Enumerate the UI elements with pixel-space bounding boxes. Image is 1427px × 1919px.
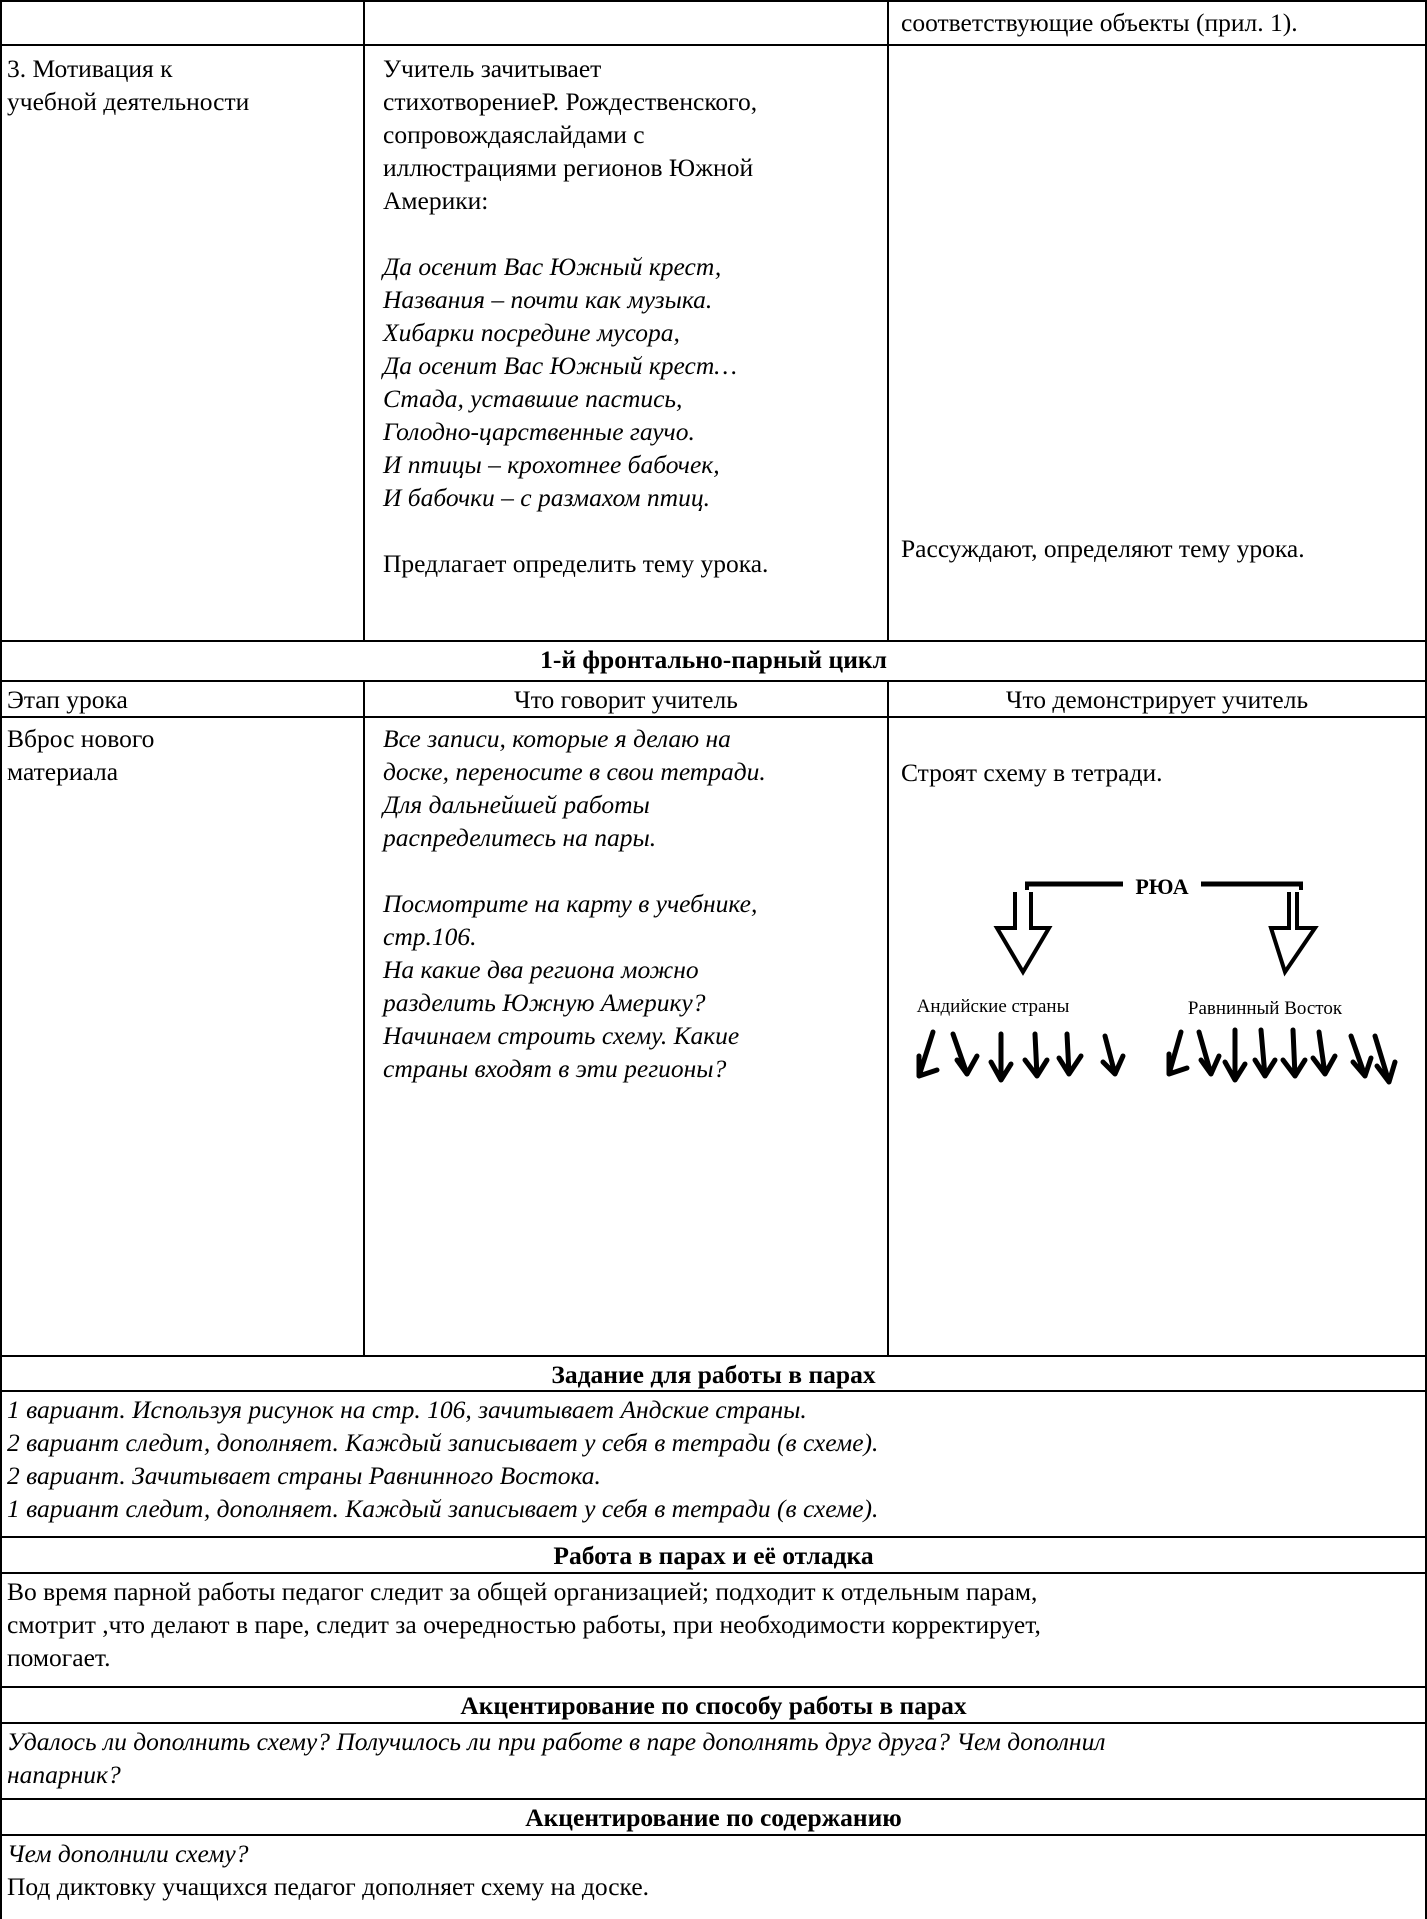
rule [0,1536,1427,1538]
teacher-line: Посмотрите на карту в учебнике, [383,889,758,918]
section-title: Акцентирование по содержанию [525,1803,902,1832]
header-stage [7,683,128,716]
material-teacher-cell [383,722,766,1085]
poem-line: Стада, уставшие пастись, [383,384,683,413]
teacher-line: распределитесь на пары. [383,823,657,852]
scheme-right-arrows [1169,1030,1395,1082]
section-title: Задание для работы в парах [551,1360,876,1389]
accent-content-body [7,1837,649,1903]
rule [0,1355,1427,1357]
poem-line: Хибарки посредине мусора, [383,318,680,347]
rule [0,640,1427,642]
continuation-text: соответствующие объекты (прил. 1). [901,8,1298,37]
section-title: Акцентирование по способу работы в парах [460,1691,967,1720]
rule [0,0,2,1919]
task-line: 2 вариант. Зачитывает страны Равнинного Востока. [7,1461,601,1490]
teacher-line: стр.106. [383,922,477,951]
body-line: Во время парной работы педагог следит за общей организацией; подходит к отдельным парам, [7,1577,1038,1606]
pairs-debug-body [7,1575,1041,1674]
small-arrow-icon [1199,1032,1219,1074]
teacher-line: страны входят в эти регионы? [383,1054,727,1083]
cycle-title [0,643,1427,676]
rule [0,1834,1427,1836]
teacher-line: Америки: [383,186,489,215]
scheme-right-label: Равнинный Восток [1187,998,1343,1019]
accent-content-title [0,1801,1427,1834]
poem-line: Названия – почти как музыка. [383,285,713,314]
scheme-left-label: Андийские страны [916,996,1070,1017]
body-line: Под диктовку учащихся педагог дополняет схему на доске. [7,1872,650,1901]
pairs-task-title [0,1358,1427,1391]
motivation-students-cell [901,532,1305,565]
scheme-root-label: РЮА [1135,874,1189,899]
teacher-line: иллюстрациями регионов Южной [383,153,754,182]
small-arrow-icon [991,1034,1011,1080]
poem-line: Да осенит Вас Южный крест… [383,351,737,380]
small-arrow-icon [1025,1034,1047,1076]
task-line: 1 вариант следит, дополняет. Каждый записывает у себя в тетради (в схеме). [7,1494,879,1523]
stage-line: Вброс нового [7,724,155,753]
column-header: Что говорит учитель [514,685,738,714]
small-arrow-icon [1225,1030,1245,1080]
header-teacher-shows [889,683,1425,716]
motivation-stage-cell [7,52,249,118]
rule [887,680,889,1355]
small-arrow-icon [1313,1032,1335,1074]
small-arrow-icon [1283,1030,1305,1076]
rule [0,1686,1427,1688]
rule [363,0,365,640]
column-header: Этап урока [7,685,128,714]
small-arrow-icon [1169,1032,1187,1074]
pairs-debug-title [0,1539,1427,1572]
rule [0,1798,1427,1800]
material-demo-cell [901,756,1162,789]
teacher-line: разделить Южную Америку? [383,988,706,1017]
scheme-right-arrow [1271,882,1315,972]
stage-line: 3. Мотивация к [7,54,173,83]
body-line: Чем дополнили схему? [7,1839,249,1868]
column-header: Что демонстрирует учитель [1005,685,1309,714]
poem-line: И птицы – крохотнее бабочек, [383,450,720,479]
small-arrow-icon [953,1034,977,1074]
teacher-line: Предлагает определить тему урока. [383,549,769,578]
rule [0,716,1427,718]
regions-scheme [905,870,1405,1100]
scheme-left-arrow [997,882,1049,972]
motivation-teacher-cell [383,52,768,580]
poem-line: И бабочки – с размахом птиц. [383,483,710,512]
small-arrow-icon [1059,1034,1081,1074]
body-line: смотрит ,что делают в паре, следит за очередностью работы, при необходимости корректирует, [7,1610,1041,1639]
header-teacher-says [365,683,887,716]
teacher-line: стихотворениеР. Рождественского, [383,87,758,116]
rule [0,680,1427,682]
task-line: 1 вариант. Используя рисунок на стр. 106, зачитывает Андские страны. [7,1395,807,1424]
teacher-line: Для дальнейшей работы [383,790,650,819]
body-line: помогает. [7,1643,111,1672]
teacher-line: Учитель зачитывает [383,54,602,83]
accent-method-body [7,1725,1105,1791]
teacher-line: Начинаем строить схему. Какие [383,1021,740,1050]
top-row-col3 [901,6,1298,39]
section-title: Работа в парах и её отладка [553,1541,874,1570]
section-title: 1-й фронтально-парный цикл [540,645,887,674]
small-arrow-icon [1103,1036,1123,1074]
stage-line: материала [7,757,119,786]
body-line: напарник? [7,1760,121,1789]
students-line: Рассуждают, определяют тему урока. [901,534,1305,563]
task-line: 2 вариант следит, дополняет. Каждый записывает у себя в тетради (в схеме). [7,1428,879,1457]
rule [0,1722,1427,1724]
body-line: Удалось ли дополнить схему? Получилось ли при работе в паре дополнять друг друга? Чем дополнил [7,1727,1106,1756]
poem-line: Да осенит Вас Южный крест, [383,252,722,281]
material-stage-cell [7,722,154,788]
accent-method-title [0,1689,1427,1722]
small-arrow-icon [1375,1036,1395,1082]
pairs-task-body [7,1393,878,1525]
demo-line: Строят схему в тетради. [901,758,1163,787]
small-arrow-icon [1255,1030,1275,1076]
poem-line: Голодно-царственные гаучо. [383,417,695,446]
rule [0,0,1427,2]
stage-line: учебной деятельности [7,87,250,116]
teacher-line: доске, переносите в свои тетради. [383,757,766,786]
teacher-line: сопровождаяслайдами с [383,120,645,149]
teacher-line: На какие два региона можно [383,955,699,984]
teacher-line: Все записи, которые я делаю на [383,724,731,753]
rule [887,0,889,640]
scheme-left-arrows [919,1032,1123,1080]
rule [0,1572,1427,1574]
small-arrow-icon [919,1032,937,1076]
small-arrow-icon [1351,1036,1371,1076]
rule [363,680,365,1355]
rule [0,44,1427,46]
